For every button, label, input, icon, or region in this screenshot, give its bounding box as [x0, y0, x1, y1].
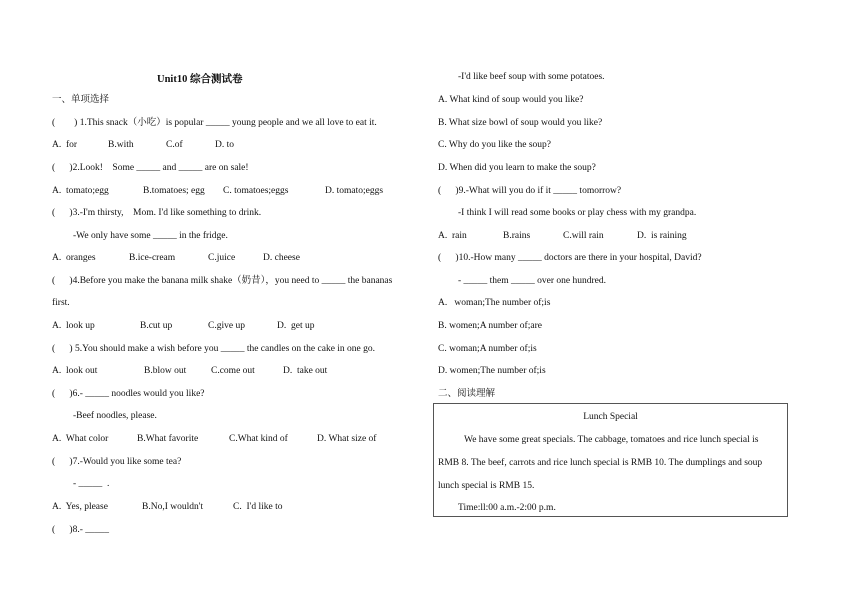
text-line: D. women;The number of;is: [438, 366, 546, 376]
text-line: C. tomatoes;eggs: [223, 186, 289, 196]
text-line: ( )2.Look! Some _____ and _____ are on sale!: [52, 163, 249, 173]
text-line: D. to: [215, 140, 234, 150]
text-line: A. for: [52, 140, 78, 150]
text-line: C. woman;A number of;is: [438, 344, 537, 354]
text-line: B. What size bowl of soup would you like?: [438, 118, 603, 128]
text-line: D. is raining: [637, 231, 687, 241]
text-line: B.blow out: [144, 366, 187, 376]
text-line: A. woman;The number of;is: [438, 298, 551, 308]
text-line: A. look up: [52, 321, 95, 331]
text-line: - _____ them _____ over one hundred.: [458, 276, 607, 286]
section-heading-multiple-choice: 一、单项选择: [52, 94, 110, 105]
text-line: -I think I will read some books or play chess with my grandpa.: [458, 208, 697, 218]
text-line: ( )6.- _____ noodles would you like?: [52, 389, 205, 399]
text-line: B.cut up: [140, 321, 173, 331]
text-line: Time:ll:00 a.m.-2:00 p.m.: [458, 503, 556, 513]
text-line: ( )8.- _____: [52, 525, 109, 535]
text-line: C.of: [166, 140, 183, 150]
text-line: -I'd like beef soup with some potatoes.: [458, 72, 605, 82]
text-line: C.will rain: [563, 231, 604, 241]
text-line: D. get up: [277, 321, 315, 331]
text-line: ( )10.-How many _____ doctors are there in your hospital, David?: [438, 253, 702, 263]
text-line: D. cheese: [263, 253, 300, 263]
page-title: Unit10 综合测试卷: [157, 74, 243, 85]
text-line: B.rains: [503, 231, 531, 241]
text-line: ( ) 5.You should make a wish before you _____ the candles on the cake in one go.: [52, 344, 376, 354]
text-line: A. look out: [52, 366, 98, 376]
section-heading-reading: 二、阅读理解: [438, 388, 496, 399]
text-line: B.tomatoes; egg: [143, 186, 205, 196]
text-line: ( )9.-What will you do if it _____ tomorrow?: [438, 186, 622, 196]
text-line: B.with: [108, 140, 134, 150]
text-line: A. oranges: [52, 253, 96, 263]
text-line: D. tomato;eggs: [325, 186, 384, 196]
text-line: B.What favorite: [137, 434, 199, 444]
text-line: D. When did you learn to make the soup?: [438, 163, 596, 173]
text-line: A. Yes, please: [52, 502, 108, 512]
text-line: A. tomato;egg: [52, 186, 109, 196]
text-line: ( ) 1.This snack（小吃）is popular _____ young people and we all love to eat it.: [52, 118, 377, 128]
text-line: - _____ .: [73, 479, 110, 489]
text-line: -We only have some _____ in the fridge.: [73, 231, 228, 241]
text-line: ( )3.-I'm thirsty, Mom. I'd like something to drink.: [52, 208, 262, 218]
text-line: C.come out: [211, 366, 255, 376]
text-line: lunch special is RMB 15.: [438, 481, 535, 491]
text-line: D. What size of: [317, 434, 377, 444]
text-line: A. What kind of soup would you like?: [438, 95, 584, 105]
text-line: ( )7.-Would you like some tea?: [52, 457, 182, 467]
text-line: A. rain: [438, 231, 467, 241]
text-line: B.No,I wouldn't: [142, 502, 204, 512]
text-line: A. What color: [52, 434, 109, 444]
text-line: D. take out: [283, 366, 328, 376]
text-line: C.give up: [208, 321, 245, 331]
text-line: We have some great specials. The cabbage, tomatoes and rice lunch special is: [464, 435, 759, 445]
text-line: ( )4.Before you make the banana milk shake（奶昔），you need to _____ the bananas: [52, 276, 393, 286]
text-line: C. I'd like to: [233, 502, 283, 512]
text-line: B.ice-cream: [129, 253, 176, 263]
text-line: C.What kind of: [229, 434, 288, 444]
lunch-special-heading: Lunch Special: [583, 412, 638, 422]
text-line: -Beef noodles, please.: [73, 411, 157, 421]
text-line: C.juice: [208, 253, 236, 263]
text-line: C. Why do you like the soup?: [438, 140, 552, 150]
text-line: B. women;A number of;are: [438, 321, 542, 331]
text-line: RMB 8. The beef, carrots and rice lunch special is RMB 10. The dumplings and soup: [438, 458, 763, 468]
text-line: first.: [52, 298, 70, 308]
lunch-special-box: [433, 403, 788, 517]
